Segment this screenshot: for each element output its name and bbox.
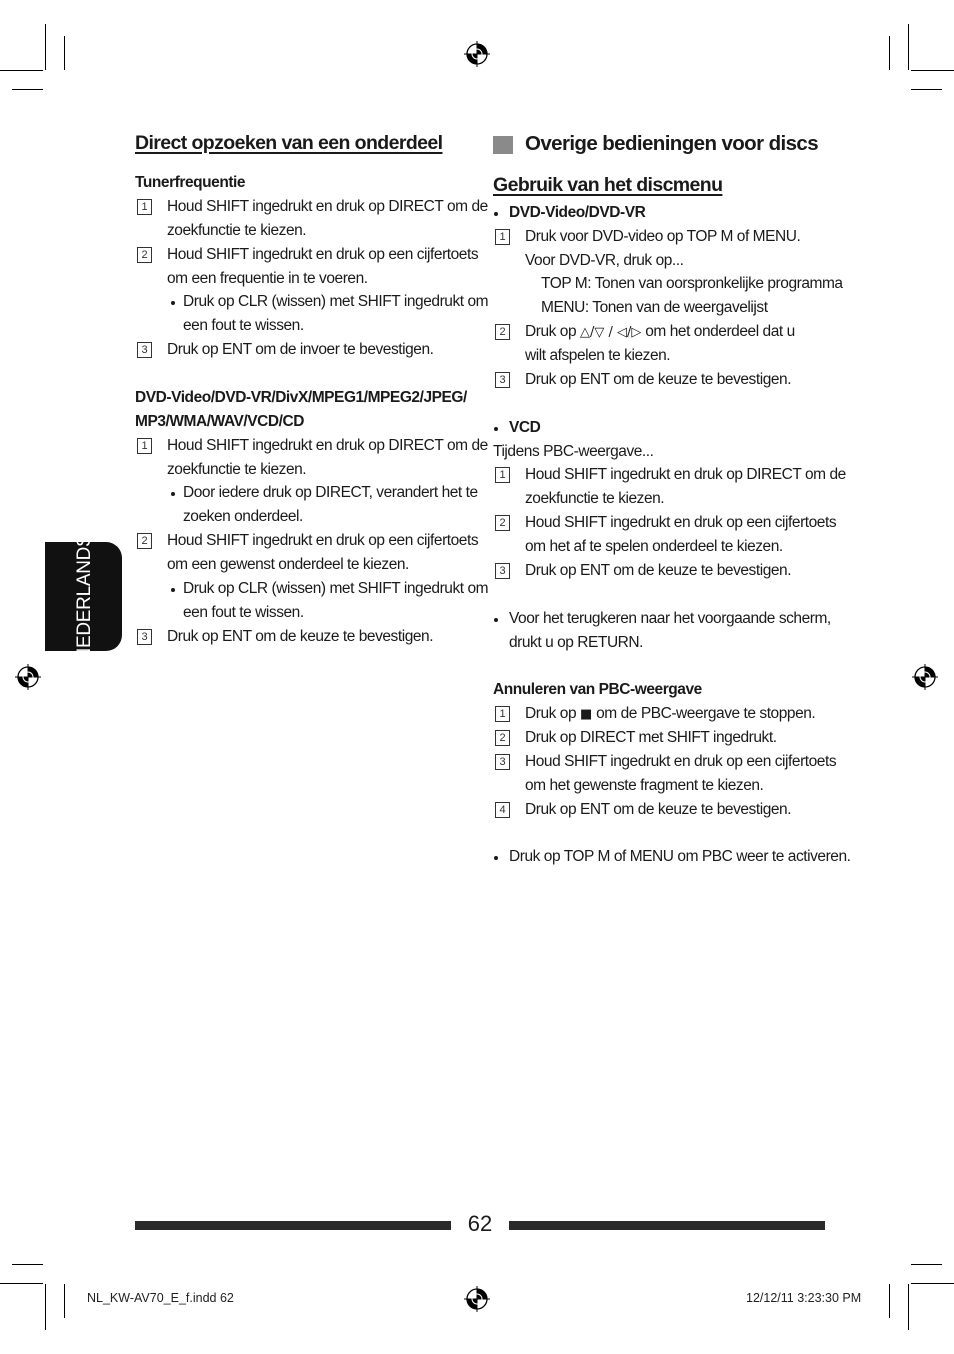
- page-bar-right: [509, 1221, 825, 1230]
- bullet-dot: [494, 856, 498, 860]
- crop-mark: [0, 70, 43, 71]
- registration-mark-icon: [464, 1286, 490, 1312]
- step-number: 3: [495, 754, 510, 770]
- section-heading-other-controls: Overige bedieningen voor discs: [525, 132, 819, 155]
- step-text: Houd SHIFT ingedrukt en druk op een cijfertoets: [525, 753, 837, 770]
- step-text-suffix: om de PBC-weergave te stoppen.: [592, 705, 816, 722]
- crop-mark: [45, 1284, 46, 1330]
- step-number: 1: [495, 467, 510, 483]
- crop-mark: [45, 24, 46, 70]
- step-text: zoekfunctie te kiezen.: [167, 461, 307, 478]
- footer-timestamp: 12/12/11 3:23:30 PM: [746, 1291, 862, 1305]
- step-text-prefix: Druk op: [525, 323, 580, 340]
- step-text: Houd SHIFT ingedrukt en druk op DIRECT om de: [167, 437, 488, 454]
- bullet-dot: [171, 588, 175, 592]
- step-text-prefix: Druk op: [525, 705, 580, 722]
- step-text: Druk voor DVD-video op TOP M of MENU.: [525, 228, 801, 245]
- step-text: Houd SHIFT ingedrukt en druk op DIRECT om de: [167, 198, 488, 215]
- stop-icon: ■: [579, 707, 593, 722]
- step-text: TOP M: Tonen van oorspronkelijke programma: [541, 275, 843, 292]
- step-number: 2: [495, 515, 510, 531]
- step-text: Druk op DIRECT met SHIFT ingedrukt.: [525, 729, 777, 746]
- step-number: 4: [495, 802, 510, 818]
- crop-mark: [889, 36, 890, 70]
- vcd-intro: Tijdens PBC-weergave...: [493, 443, 654, 460]
- crop-mark: [64, 1284, 65, 1318]
- bullet-dvd-video: DVD-Video/DVD-VR: [509, 204, 646, 221]
- note-text: Druk op CLR (wissen) met SHIFT ingedrukt om: [183, 580, 489, 597]
- registration-mark-icon: [15, 664, 41, 690]
- crop-mark: [908, 24, 909, 70]
- language-tab: [45, 534, 122, 662]
- step-text: Druk op ENT om de keuze te bevestigen.: [525, 801, 792, 818]
- bullet-dot: [494, 618, 498, 622]
- note-text: Voor het terugkeren naar het voorgaande scherm,: [509, 610, 831, 627]
- page-number: 62: [467, 1211, 493, 1236]
- bullet-dot: [494, 427, 498, 431]
- step-number: 1: [137, 199, 152, 215]
- step-text: om het af te spelen onderdeel te kiezen.: [525, 538, 783, 555]
- bullet-dot: [494, 212, 498, 216]
- subheading-dvd-formats: MP3/WMA/WAV/VCD/CD: [135, 413, 304, 430]
- step-number: 2: [137, 533, 152, 549]
- step-number: 1: [495, 706, 510, 722]
- step-text: Druk op ENT om de keuze te bevestigen.: [525, 371, 792, 388]
- step-text: Voor DVD-VR, druk op...: [525, 252, 684, 269]
- step-text: Druk op ENT om de keuze te bevestigen.: [167, 628, 434, 645]
- step-number: 3: [137, 629, 152, 645]
- step-text: zoekfunctie te kiezen.: [525, 490, 665, 507]
- step-text: Druk op ENT om de keuze te bevestigen.: [525, 562, 792, 579]
- arrow-keys-icon: △/▽ / ◁/▷: [579, 325, 642, 340]
- step-number: 2: [495, 730, 510, 746]
- step-text: zoekfunctie te kiezen.: [167, 222, 307, 239]
- step-number: 3: [495, 372, 510, 388]
- crop-mark: [911, 1264, 942, 1265]
- page-bar-left: [135, 1221, 451, 1230]
- step-text: Houd SHIFT ingedrukt en druk op een cijfertoets: [525, 514, 837, 531]
- crop-mark: [911, 70, 954, 71]
- crop-mark: [889, 1284, 890, 1318]
- section-heading-direct-search: Direct opzoeken van een onderdeel: [135, 132, 443, 154]
- step-text: [525, 320, 795, 345]
- step-text: wilt afspelen te kiezen.: [525, 347, 671, 364]
- note-text: een fout te wissen.: [183, 317, 304, 334]
- crop-mark: [911, 89, 942, 90]
- language-tab-label: NEDERLANDS: [74, 534, 95, 662]
- note-text: Druk op TOP M of MENU om PBC weer te activeren.: [509, 848, 851, 865]
- crop-mark: [911, 1283, 954, 1284]
- step-number: 1: [137, 438, 152, 454]
- step-text: Houd SHIFT ingedrukt en druk op DIRECT om de: [525, 466, 846, 483]
- step-text: Druk op ENT om de invoer te bevestigen.: [167, 341, 434, 358]
- section-marker-icon: [493, 136, 513, 154]
- note-text: Door iedere druk op DIRECT, verandert het te: [183, 484, 478, 501]
- note-text: Druk op CLR (wissen) met SHIFT ingedrukt om: [183, 293, 489, 310]
- subheading-dvd-formats: DVD-Video/DVD-VR/DivX/MPEG1/MPEG2/JPEG/: [135, 389, 467, 406]
- step-number: 2: [137, 247, 152, 263]
- step-text: om een gewenst onderdeel te kiezen.: [167, 556, 409, 573]
- subheading-cancel-pbc: Annuleren van PBC-weergave: [493, 681, 702, 698]
- step-number: 3: [495, 563, 510, 579]
- step-text: om een frequentie in te voeren.: [167, 270, 368, 287]
- crop-mark: [0, 1283, 43, 1284]
- step-number: 3: [137, 342, 152, 358]
- step-text: Houd SHIFT ingedrukt en druk op een cijfertoets: [167, 532, 479, 549]
- step-text: MENU: Tonen van de weergavelijst: [541, 299, 768, 316]
- step-text-suffix: om het onderdeel dat u: [641, 323, 795, 340]
- step-number: 1: [495, 229, 510, 245]
- step-number: 2: [495, 324, 510, 340]
- bullet-vcd: VCD: [509, 419, 541, 436]
- registration-mark-icon: [912, 664, 938, 690]
- step-text: [525, 702, 815, 727]
- subheading-disc-menu: Gebruik van het discmenu: [493, 174, 723, 196]
- bullet-dot: [171, 492, 175, 496]
- note-text: zoeken onderdeel.: [183, 508, 303, 525]
- step-text: om het gewenste fragment te kiezen.: [525, 777, 764, 794]
- note-text: drukt u op RETURN.: [509, 634, 644, 651]
- note-text: een fout te wissen.: [183, 604, 304, 621]
- registration-mark-icon: [464, 41, 490, 67]
- crop-mark: [908, 1284, 909, 1330]
- crop-mark: [64, 36, 65, 70]
- step-text: Houd SHIFT ingedrukt en druk op een cijfertoets: [167, 246, 479, 263]
- footer-filename: NL_KW-AV70_E_f.indd 62: [87, 1291, 234, 1305]
- crop-mark: [12, 1264, 43, 1265]
- crop-mark: [12, 89, 43, 90]
- bullet-dot: [171, 301, 175, 305]
- subheading-tuner: Tunerfrequentie: [135, 174, 246, 191]
